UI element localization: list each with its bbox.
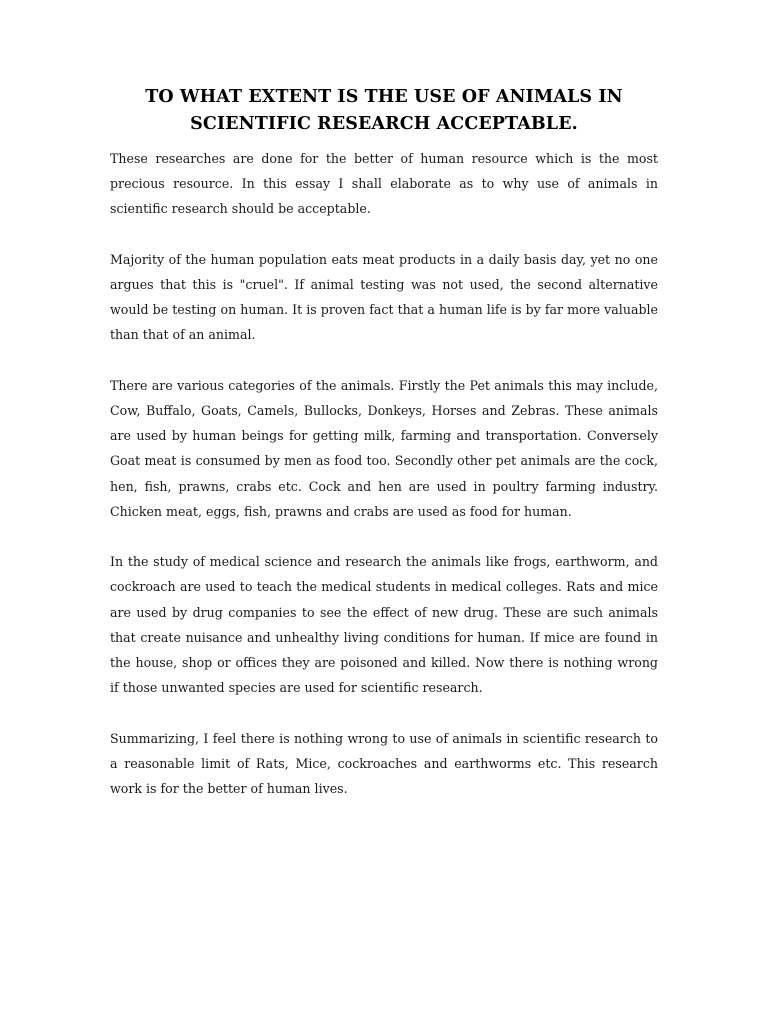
paragraph-animal-categories: There are various categories of the animals. Firstly the Pet animals this may include, Cow, Buffalo, Goats, Camels, Bullocks, Donkeys, Horses and Zebras. These animals are used by human beings for getting milk, farming and transportation. Conversely Goat meat is consumed by men as food too. Secondly other pet animals are the cock, hen, fish, prawns, crabs etc. Cock and hen are used in poultry farming industry. Chicken meat, eggs, fish, prawns and crabs are used as food for human. (110, 377, 658, 519)
paragraph-medical-research: In the study of medical science and research the animals like frogs, earthworm, and cockroach are used to teach the medical students in medical colleges. Rats and mice are used by drug companies to see the effect of new drug. These are such animals that create nuisance and unhealthy living conditions for human. If mice are found in the house, shop or offices they are poisoned and killed. Now there is nothing wrong if those unwanted species are used for scientific research. (110, 554, 658, 696)
essay-title-line-1: TO WHAT EXTENT IS THE USE OF ANIMALS IN (145, 87, 623, 107)
essay-title (110, 84, 658, 138)
essay-body (110, 146, 658, 826)
paragraph-conclusion: Summarizing, I feel there is nothing wrong to use of animals in scientific research to a reasonable limit of Rats, Mice, cockroaches and earthworms etc. This research work is for the better of human lives. (110, 730, 658, 797)
paragraph-meat-argument: Majority of the human population eats meat products in a daily basis day, yet no one argues that this is "cruel". If animal testing was not used, the second alternative would be testing on human. It is proven fact that a human life is by far more valuable than that of an animal. (110, 251, 658, 343)
essay-title-line-2: SCIENTIFIC RESEARCH ACCEPTABLE. (190, 114, 578, 134)
paragraph-introduction: These researches are done for the better of human resource which is the most precious resource. In this essay I shall elaborate as to why use of animals in scientific research should be acceptable. (110, 151, 658, 217)
